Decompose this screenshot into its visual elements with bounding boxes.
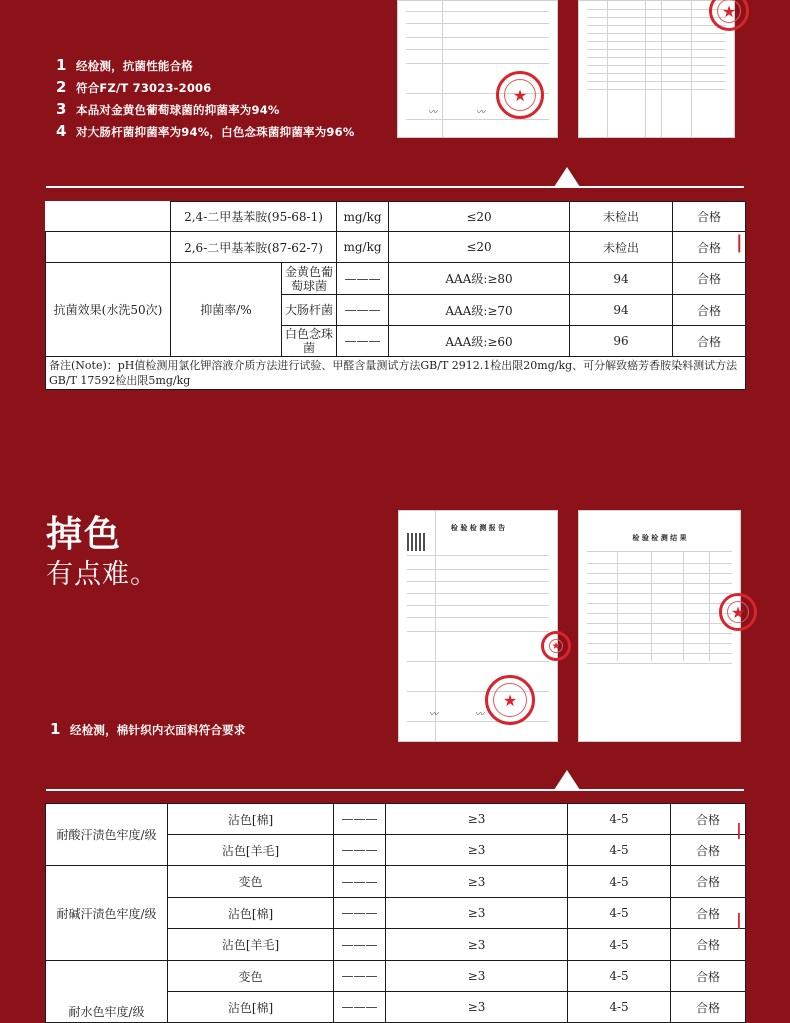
item-sub: 沾色[羊毛] xyxy=(168,835,334,866)
item-verdict: 合格 xyxy=(671,929,746,961)
test-results-table xyxy=(45,201,746,390)
item-requirement: ≥3 xyxy=(386,835,568,866)
item-sub: 沾色[棉] xyxy=(168,992,334,1023)
item-sub: 沾色[棉] xyxy=(168,898,334,929)
feature-text: 经检测，抗菌性能合格 xyxy=(76,59,193,73)
item-unit: ——— xyxy=(337,263,389,295)
item-result: 94 xyxy=(570,263,673,295)
report-page-image xyxy=(398,510,561,742)
item-result: 4-5 xyxy=(568,835,671,866)
item-unit: ——— xyxy=(334,898,386,929)
item-result: 未检出 xyxy=(570,202,673,232)
results-title: 检 验 检 测 结 果 xyxy=(632,533,687,542)
table-row xyxy=(46,804,746,835)
item-requirement: ≥3 xyxy=(386,866,568,898)
item-unit: ——— xyxy=(334,961,386,992)
item-verdict: 合格 xyxy=(673,232,746,263)
item-requirement: ≥3 xyxy=(386,961,568,992)
item-unit: ——— xyxy=(337,295,389,326)
item-name: 耐碱汗渍色牢度/级 xyxy=(46,866,168,961)
item-result: 4-5 xyxy=(568,898,671,929)
item-sub: 沾色[羊毛] xyxy=(168,929,334,961)
section-divider xyxy=(46,789,744,791)
section-divider xyxy=(46,186,744,188)
report-page-image xyxy=(397,0,558,138)
table-row xyxy=(46,357,746,390)
item-sub: 沾色[棉] xyxy=(168,804,334,835)
item-unit: mg/kg xyxy=(337,202,389,232)
item-requirement: ≥3 xyxy=(386,898,568,929)
item-verdict: 合格 xyxy=(673,326,746,357)
feature-3 xyxy=(56,100,280,118)
bacteria-name: 金黄色葡萄球菌 xyxy=(282,263,337,295)
item-result: 未检出 xyxy=(570,232,673,263)
item-sub: 变色 xyxy=(168,961,334,992)
item-name: 耐水色牢度/级 xyxy=(46,961,168,1023)
item-requirement: ≤20 xyxy=(389,202,570,232)
item-verdict: 合格 xyxy=(671,898,746,929)
item-requirement: ≥3 xyxy=(386,804,568,835)
seal-stamp: ★ xyxy=(709,0,749,31)
feature-number: 2 xyxy=(56,78,67,96)
section-subtitle: 有点难。 xyxy=(46,559,158,590)
colorfastness-table xyxy=(45,803,746,1023)
item-requirement: AAA级:≥70 xyxy=(389,295,570,326)
signature: 〰 xyxy=(476,108,486,118)
feature-text: 经检测，棉针织内衣面料符合要求 xyxy=(70,723,246,737)
signature: 〰 xyxy=(428,108,438,118)
item-result: 4-5 xyxy=(568,992,671,1023)
item-requirement: ≤20 xyxy=(389,232,570,263)
feature-number: 3 xyxy=(56,100,67,118)
signature: 〰 xyxy=(429,710,439,720)
item-result: 4-5 xyxy=(568,929,671,961)
table-row xyxy=(46,202,746,232)
item-result: 4-5 xyxy=(568,866,671,898)
table-row xyxy=(46,961,746,992)
stamp-fragment: | xyxy=(736,820,742,839)
antibacterial-param: 抑菌率/% xyxy=(171,263,282,357)
item-sub: 变色 xyxy=(168,866,334,898)
feature-number: 1 xyxy=(56,56,67,74)
section-title: 掉色 xyxy=(46,514,123,555)
item-verdict: 合格 xyxy=(671,992,746,1023)
item-verdict: 合格 xyxy=(673,263,746,295)
item-verdict: 合格 xyxy=(671,835,746,866)
item-requirement: ≥3 xyxy=(386,929,568,961)
item-name: 2,4-二甲基苯胺(95-68-1) xyxy=(171,202,337,232)
item-requirement: AAA级:≥80 xyxy=(389,263,570,295)
antibacterial-item: 抗菌效果(水洗50次) xyxy=(46,263,171,357)
feature-number: 4 xyxy=(56,122,67,140)
divider-arrow-icon xyxy=(554,167,580,187)
item-result: 4-5 xyxy=(568,961,671,992)
item-verdict: 合格 xyxy=(673,295,746,326)
item-unit: ——— xyxy=(337,326,389,357)
report-results-image xyxy=(578,510,746,742)
seal-stamp: ★ xyxy=(485,675,535,725)
report-results-image xyxy=(578,0,735,138)
item-unit: ——— xyxy=(334,992,386,1023)
item-unit: ——— xyxy=(334,835,386,866)
feature-1 xyxy=(50,720,246,738)
bacteria-name: 白色念珠菌 xyxy=(282,326,337,357)
feature-text: 对大肠杆菌抑菌率为94%，白色念珠菌抑菌率为96% xyxy=(76,125,355,139)
qr-code-icon xyxy=(407,533,425,551)
feature-number: 1 xyxy=(50,720,61,738)
feature-2 xyxy=(56,78,211,96)
report-title: 检 验 检 测 报 告 xyxy=(450,523,506,532)
item-unit: ——— xyxy=(334,929,386,961)
item-requirement: AAA级:≥60 xyxy=(389,326,570,357)
seal-stamp: ★ xyxy=(719,593,757,631)
item-unit: ——— xyxy=(334,804,386,835)
feature-text: 本品对金黄色葡萄球菌的抑菌率为94% xyxy=(76,103,280,117)
item-name: 耐酸汗渍色牢度/级 xyxy=(46,804,168,866)
table-row xyxy=(46,866,746,898)
table-note: 备注(Note)：pH值检测用氯化钾溶液介质方法进行试验、甲醛含量测试方法GB/T 2912.1检出限20mg/kg、可分解致癌芳香胺染料测试方法GB/T 17592检出限5mg/kg xyxy=(46,357,746,390)
item-requirement: ≥3 xyxy=(386,992,568,1023)
table-row xyxy=(46,232,746,263)
item-result: 96 xyxy=(570,326,673,357)
stamp-fragment: | xyxy=(736,910,742,929)
item-name: 2,6-二甲基苯胺(87-62-7) xyxy=(171,232,337,263)
item-verdict: 合格 xyxy=(673,202,746,232)
divider-arrow-icon xyxy=(554,770,580,790)
item-result: 4-5 xyxy=(568,804,671,835)
bacteria-name: 大肠杆菌 xyxy=(282,295,337,326)
seal-stamp: ★ xyxy=(496,71,544,119)
stamp-fragment: | xyxy=(736,232,743,253)
item-unit: ——— xyxy=(334,866,386,898)
feature-4 xyxy=(56,122,355,140)
feature-text: 符合FZ/T 73023-2006 xyxy=(76,81,212,95)
seal-stamp: ★ xyxy=(541,631,571,661)
item-unit: mg/kg xyxy=(337,232,389,263)
table-row xyxy=(46,263,746,295)
item-verdict: 合格 xyxy=(671,804,746,835)
signature: 〰 xyxy=(475,710,485,720)
item-verdict: 合格 xyxy=(671,961,746,992)
item-verdict: 合格 xyxy=(671,866,746,898)
feature-1 xyxy=(56,56,193,74)
item-result: 94 xyxy=(570,295,673,326)
